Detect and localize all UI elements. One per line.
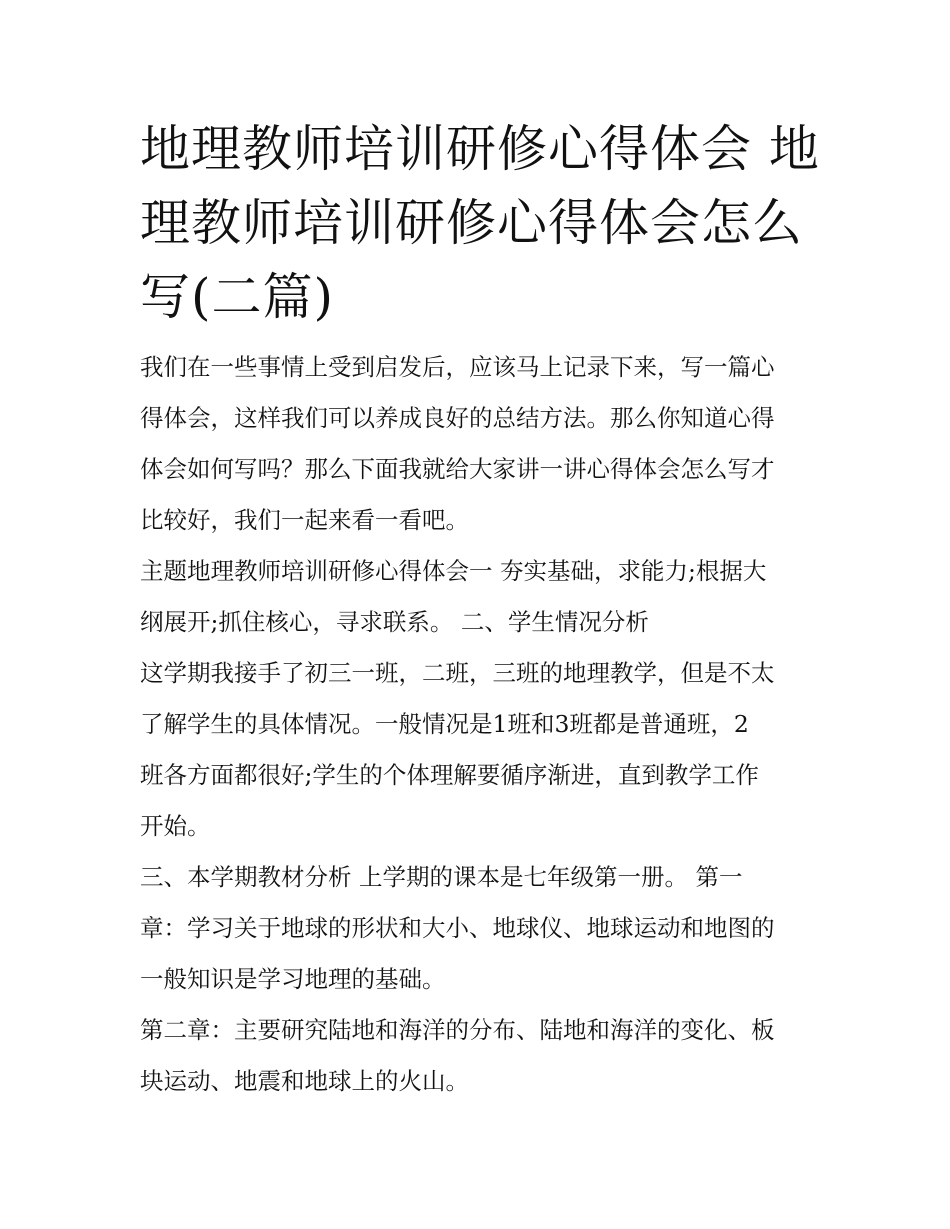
document-content <box>140 112 820 1107</box>
text-line: 第二章：主要研究陆地和海洋的分布、陆地和海洋的变化、板 <box>140 1016 775 1044</box>
text-line: 我们在一些事情上受到启发后，应该马上记录下来，写一篇心 <box>140 353 775 381</box>
paragraph-theme <box>140 546 820 648</box>
text-line: 主题地理教师培训研修心得体会一 夯实基础，求能力;根据大 <box>140 557 767 585</box>
document-body <box>140 342 820 1107</box>
text-line: 比较好，我们一起来看一看吧。 <box>140 506 469 534</box>
title-line: 理教师培训研修心得体会怎么 <box>140 194 803 252</box>
text-line: 这学期我接手了初三一班，二班，三班的地理教学，但是不太 <box>140 659 775 687</box>
paragraph-student-analysis <box>140 648 820 852</box>
text-line: 班各方面都很好;学生的个体理解要循序渐进，直到教学工作 <box>140 761 759 789</box>
text-line: 得体会，这样我们可以养成良好的总结方法。那么你知道心得 <box>140 404 775 432</box>
document-title <box>140 112 820 334</box>
title-line: 地理教师培训研修心得体会 地 <box>140 120 820 178</box>
text-line: 块运动、地震和地球上的火山。 <box>140 1067 469 1095</box>
paragraph-textbook-analysis <box>140 852 820 1005</box>
text-line: 体会如何写吗？那么下面我就给大家讲一讲心得体会怎么写才 <box>140 455 775 483</box>
text-line: 纲展开;抓住核心，寻求联系。 二、学生情况分析 <box>140 608 649 636</box>
text-line: 开始。 <box>140 812 211 840</box>
text-line: 三、本学期教材分析 上学期的课本是七年级第一册。 第一 <box>140 863 743 891</box>
paragraph-chapter-two <box>140 1005 820 1107</box>
paragraph-intro <box>140 342 820 546</box>
title-line: 写(二篇) <box>140 268 335 326</box>
text-line: 章：学习关于地球的形状和大小、地球仪、地球运动和地图的 <box>140 914 775 942</box>
text-line: 一般知识是学习地理的基础。 <box>140 965 446 993</box>
text-line: 了解学生的具体情况。一般情况是1班和3班都是普通班，2 <box>140 710 749 738</box>
